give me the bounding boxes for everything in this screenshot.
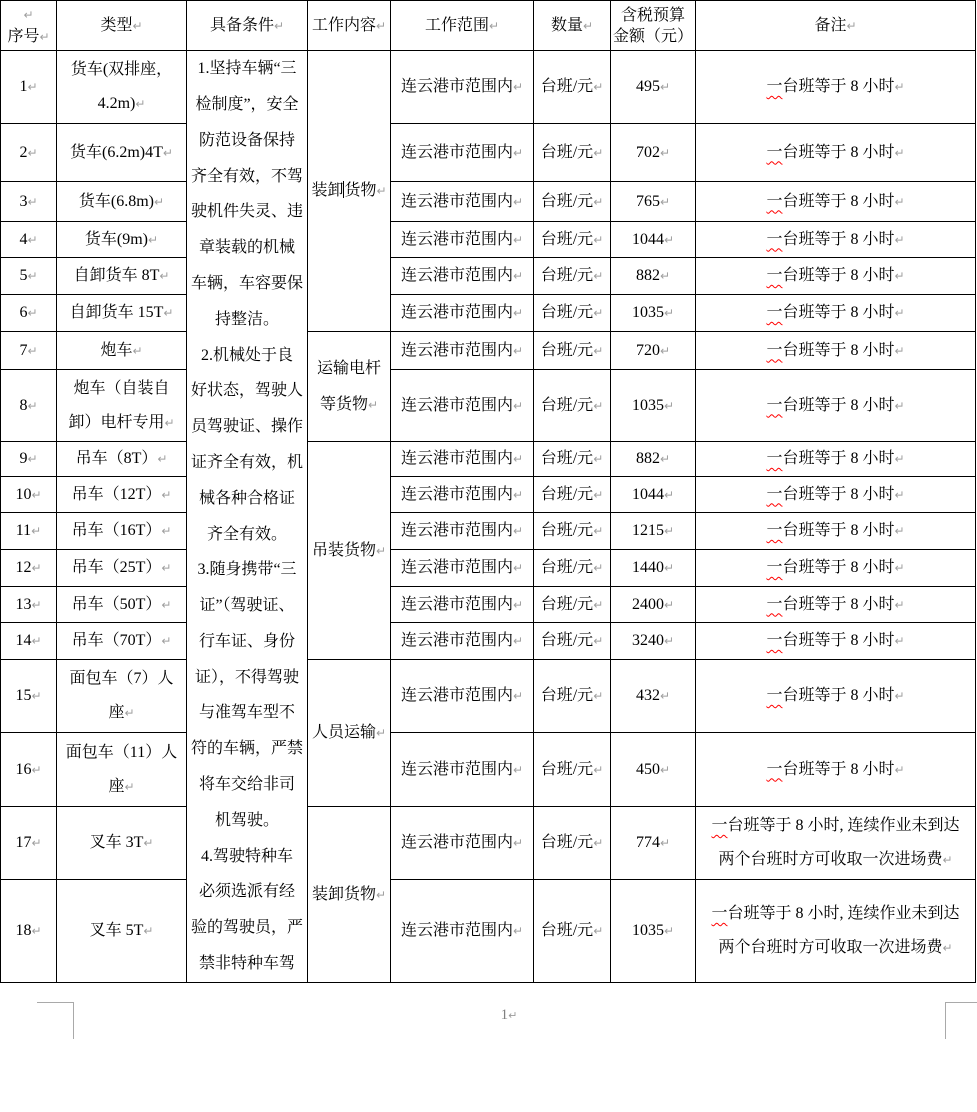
amount-cell[interactable]: 450↵ — [611, 733, 696, 807]
paragraph-mark-icon: ↵ — [593, 487, 604, 502]
paragraph-mark-icon: ↵ — [367, 397, 379, 412]
quantity-cell[interactable]: 台班/元↵ — [534, 733, 611, 807]
table-row — [1, 880, 976, 983]
paragraph-mark-icon: ↵ — [659, 269, 671, 283]
type-cell[interactable]: 吊车（8T）↵ — [57, 442, 187, 477]
paragraph-mark-icon: ↵ — [593, 194, 604, 209]
serial-cell[interactable]: 11↵ — [1, 513, 57, 550]
type-cell[interactable]: 面包车（7）人 座↵ — [57, 660, 187, 733]
paragraph-mark-icon: ↵ — [593, 232, 604, 247]
paragraph-mark-icon: ↵ — [659, 762, 671, 777]
serial-cell[interactable]: 3↵ — [1, 182, 57, 222]
paragraph-mark-icon: ↵ — [593, 634, 604, 648]
paragraph-mark-icon: ↵ — [593, 597, 604, 612]
amount-cell[interactable]: 882↵ — [611, 258, 696, 295]
amount-cell[interactable]: 495↵ — [611, 51, 696, 124]
scope-cell[interactable]: 连云港市范围内↵ — [391, 332, 534, 370]
paragraph-mark-icon: ↵ — [148, 232, 159, 247]
scope-cell[interactable]: 连云港市范围内↵ — [391, 880, 534, 983]
quantity-cell[interactable]: 台班/元↵ — [534, 295, 611, 332]
misspelled-text: 一 — [711, 817, 728, 834]
paragraph-mark-icon: ↵ — [894, 524, 905, 538]
paragraph-mark-icon: ↵ — [593, 145, 604, 160]
serial-cell[interactable]: 15↵ — [1, 660, 57, 733]
remark-cell[interactable]: 一台班等于 8 小时, 连续作业未到达 两个台班时方可收取一次进场费↵ — [696, 880, 976, 983]
misspelled-text: 一 — [766, 304, 783, 321]
scope-cell[interactable]: 连云港市范围内↵ — [391, 550, 534, 587]
page-footer — [73, 1004, 945, 1027]
amount-cell[interactable]: 3240↵ — [611, 623, 696, 660]
paragraph-mark-icon: ↵ — [942, 941, 953, 955]
type-cell[interactable]: 炮车（自装自 卸）电杆专用↵ — [57, 370, 187, 442]
type-cell[interactable]: 自卸货车 15T↵ — [57, 295, 187, 332]
scope-cell[interactable]: 连云港市范围内↵ — [391, 477, 534, 513]
paragraph-mark-icon: ↵ — [161, 487, 172, 502]
paragraph-mark-icon: ↵ — [582, 18, 594, 33]
paragraph-mark-icon: ↵ — [161, 634, 172, 648]
scope-cell[interactable]: 连云港市范围内↵ — [391, 258, 534, 295]
table-row — [1, 587, 976, 623]
quantity-cell[interactable]: 台班/元↵ — [534, 332, 611, 370]
table-head — [1, 1, 976, 51]
paragraph-mark-icon: ↵ — [663, 306, 675, 320]
paragraph-mark-icon: ↵ — [894, 232, 905, 247]
paragraph-mark-icon: ↵ — [512, 634, 524, 648]
quantity-cell[interactable]: 台班/元↵ — [534, 51, 611, 124]
paragraph-mark-icon: ↵ — [512, 194, 524, 209]
paragraph-mark-icon: ↵ — [39, 29, 50, 44]
scope-cell[interactable]: 连云港市范围内↵ — [391, 587, 534, 623]
remark-cell[interactable]: 一台班等于 8 小时↵ — [696, 295, 976, 332]
remark-cell[interactable]: 一台班等于 8 小时↵ — [696, 550, 976, 587]
scope-cell[interactable]: 连云港市范围内↵ — [391, 623, 534, 660]
table-row — [1, 733, 976, 807]
paragraph-mark-icon: ↵ — [593, 836, 604, 850]
paragraph-mark-icon: ↵ — [593, 762, 604, 777]
scope-cell[interactable]: 连云港市范围内↵ — [391, 370, 534, 442]
paragraph-mark-icon: ↵ — [593, 452, 604, 466]
amount-cell[interactable]: 882↵ — [611, 442, 696, 477]
paragraph-mark-icon: ↵ — [273, 18, 285, 33]
table-row — [1, 124, 976, 182]
remark-cell[interactable]: 一台班等于 8 小时↵ — [696, 258, 976, 295]
remark-cell[interactable]: 一台班等于 8 小时↵ — [696, 182, 976, 222]
serial-cell[interactable]: 8↵ — [1, 370, 57, 442]
paragraph-mark-icon: ↵ — [659, 343, 671, 358]
header-cell-remark[interactable]: 备注↵ — [696, 1, 976, 51]
paragraph-mark-icon: ↵ — [512, 306, 524, 320]
paragraph-mark-icon: ↵ — [663, 561, 675, 575]
scope-cell[interactable]: 连云港市范围内↵ — [391, 295, 534, 332]
paragraph-mark-icon: ↵ — [593, 398, 604, 413]
quantity-cell[interactable]: 台班/元↵ — [534, 222, 611, 258]
paragraph-mark-icon: ↵ — [161, 561, 172, 575]
type-cell[interactable]: 吊车（70T）↵ — [57, 623, 187, 660]
serial-cell[interactable]: 5↵ — [1, 258, 57, 295]
header-cell-work-content[interactable]: 工作内容↵ — [308, 1, 391, 51]
paragraph-mark-icon: ↵ — [23, 7, 34, 22]
table-row — [1, 550, 976, 587]
paragraph-mark-icon: ↵ — [593, 924, 604, 938]
scope-cell[interactable]: 连云港市范围内↵ — [391, 660, 534, 733]
paragraph-mark-icon: ↵ — [27, 145, 38, 160]
type-cell[interactable]: 货车(6.8m)↵ — [57, 182, 187, 222]
remark-cell[interactable]: 一台班等于 8 小时↵ — [696, 222, 976, 258]
paragraph-mark-icon: ↵ — [27, 306, 38, 320]
scope-cell[interactable]: 连云港市范围内↵ — [391, 182, 534, 222]
quantity-cell[interactable]: 台班/元↵ — [534, 587, 611, 623]
misspelled-text: 一 — [766, 687, 783, 704]
remark-cell[interactable]: 一台班等于 8 小时↵ — [696, 660, 976, 733]
paragraph-mark-icon: ↵ — [27, 269, 38, 283]
paragraph-mark-icon: ↵ — [659, 145, 671, 160]
misspelled-text: 一 — [766, 632, 783, 649]
paragraph-mark-icon: ↵ — [659, 194, 671, 209]
paragraph-mark-icon: ↵ — [663, 597, 675, 612]
amount-cell[interactable]: 702↵ — [611, 124, 696, 182]
quantity-cell[interactable]: 台班/元↵ — [534, 124, 611, 182]
misspelled-text: 一 — [766, 267, 783, 284]
quantity-cell[interactable]: 台班/元↵ — [534, 370, 611, 442]
paragraph-mark-icon: ↵ — [593, 269, 604, 283]
paragraph-mark-icon: ↵ — [512, 80, 524, 94]
paragraph-mark-icon: ↵ — [161, 524, 172, 538]
misspelled-text: 一 — [766, 760, 783, 778]
table-row — [1, 623, 976, 660]
paragraph-mark-icon: ↵ — [27, 80, 38, 94]
conditions-cell[interactable]: 1.坚持车辆“三 检制度”，安全 防范设备保持 齐全有效，不驾 驶机件失灵、违 章装载的机械 车辆，车容要保 持整洁。 2.机械处于良 好状态，驾驶人 员驾驶证、操作 证齐全有效，机 械各种合格证 齐全有效。 3.随身携带“三 证”（驾驶证、 行车证、身份 证），不得驾驶 与准驾车型不 符的车辆，严禁 将车交给非司 机驾驶。 4.驾驶特种车 必须选派有经 验的驾驶员，严 禁非特种车驾 — [187, 51, 308, 983]
remark-cell[interactable]: 一台班等于 8 小时↵ — [696, 332, 976, 370]
work-content-cell[interactable]: 运输电杆 等货物↵ — [308, 332, 391, 442]
paragraph-mark-icon: ↵ — [375, 543, 387, 558]
serial-cell[interactable]: 7↵ — [1, 332, 57, 370]
paragraph-mark-icon: ↵ — [512, 452, 524, 466]
paragraph-mark-icon: ↵ — [663, 487, 675, 502]
paragraph-mark-icon: ↵ — [135, 97, 146, 111]
misspelled-text: 一 — [766, 143, 783, 161]
paragraph-mark-icon: ↵ — [659, 689, 671, 703]
page-number: 1↵ — [500, 1007, 518, 1023]
type-cell[interactable]: 吊车（50T）↵ — [57, 587, 187, 623]
paragraph-mark-icon: ↵ — [31, 524, 42, 538]
quantity-cell[interactable]: 台班/元↵ — [534, 477, 611, 513]
scope-cell[interactable]: 连云港市范围内↵ — [391, 807, 534, 880]
paragraph-mark-icon: ↵ — [663, 398, 675, 413]
paragraph-mark-icon: ↵ — [593, 306, 604, 320]
paragraph-mark-icon: ↵ — [159, 269, 170, 283]
amount-cell[interactable]: 774↵ — [611, 807, 696, 880]
paragraph-mark-icon: ↵ — [894, 561, 905, 575]
paragraph-mark-icon: ↵ — [154, 194, 165, 209]
scope-cell[interactable]: 连云港市范围内↵ — [391, 513, 534, 550]
remark-cell[interactable]: 一台班等于 8 小时, 连续作业未到达 两个台班时方可收取一次进场费↵ — [696, 807, 976, 880]
quantity-cell[interactable]: 台班/元↵ — [534, 513, 611, 550]
header-cell-amount[interactable]: 含税预算 金额（元） — [611, 1, 696, 51]
paragraph-mark-icon: ↵ — [124, 779, 135, 794]
paragraph-mark-icon: ↵ — [512, 524, 524, 538]
type-cell[interactable]: 吊车（16T）↵ — [57, 513, 187, 550]
paragraph-mark-icon: ↵ — [27, 343, 38, 358]
remark-cell[interactable]: 一台班等于 8 小时↵ — [696, 587, 976, 623]
paragraph-mark-icon: ↵ — [512, 343, 524, 358]
quantity-cell[interactable]: 台班/元↵ — [534, 880, 611, 983]
type-cell[interactable]: 自卸货车 8T↵ — [57, 258, 187, 295]
paragraph-mark-icon: ↵ — [593, 689, 604, 703]
paragraph-mark-icon: ↵ — [659, 836, 671, 850]
type-cell[interactable]: 货车(双排座， 4.2m)↵ — [57, 51, 187, 124]
paragraph-mark-icon: ↵ — [512, 836, 524, 850]
misspelled-text: 一 — [766, 485, 783, 503]
misspelled-text: 一 — [766, 595, 783, 613]
table-body — [1, 51, 976, 983]
paragraph-mark-icon: ↵ — [894, 145, 905, 160]
misspelled-text: 一 — [766, 396, 783, 414]
paragraph-mark-icon: ↵ — [894, 398, 905, 413]
remark-cell[interactable]: 一台班等于 8 小时↵ — [696, 623, 976, 660]
amount-cell[interactable]: 1035↵ — [611, 880, 696, 983]
remark-cell[interactable]: 一台班等于 8 小时↵ — [696, 477, 976, 513]
paragraph-mark-icon: ↵ — [512, 145, 524, 160]
amount-cell[interactable]: 1440↵ — [611, 550, 696, 587]
quantity-cell[interactable]: 台班/元↵ — [534, 660, 611, 733]
paragraph-mark-icon: ↵ — [31, 689, 42, 703]
misspelled-text: 一 — [766, 341, 783, 359]
paragraph-mark-icon: ↵ — [376, 184, 387, 198]
paragraph-mark-icon: ↵ — [132, 18, 143, 33]
paragraph-mark-icon: ↵ — [27, 232, 38, 247]
header-cell-type[interactable]: 类型↵ — [57, 1, 187, 51]
misspelled-text: 一 — [766, 78, 783, 95]
header-cell-quantity[interactable]: 数量↵ — [534, 1, 611, 51]
paragraph-mark-icon: ↵ — [894, 597, 905, 612]
paragraph-mark-icon: ↵ — [894, 487, 905, 502]
paragraph-mark-icon: ↵ — [375, 887, 387, 902]
amount-cell[interactable]: 1044↵ — [611, 477, 696, 513]
scope-cell[interactable]: 连云港市范围内↵ — [391, 124, 534, 182]
serial-cell[interactable]: 4↵ — [1, 222, 57, 258]
paragraph-mark-icon: ↵ — [512, 487, 524, 502]
paragraph-mark-icon: ↵ — [132, 343, 143, 358]
header-cell-conditions[interactable]: 具备条件↵ — [187, 1, 308, 51]
table-row — [1, 295, 976, 332]
paragraph-mark-icon: ↵ — [31, 561, 42, 575]
work-content-cell[interactable]: 人员运输↵ — [308, 660, 391, 807]
serial-cell[interactable]: 10↵ — [1, 477, 57, 513]
paragraph-mark-icon: ↵ — [375, 726, 387, 740]
scope-cell[interactable]: 连云港市范围内↵ — [391, 51, 534, 124]
paragraph-mark-icon: ↵ — [512, 398, 524, 413]
paragraph-mark-icon: ↵ — [659, 80, 671, 94]
table-row — [1, 182, 976, 222]
paragraph-mark-icon: ↵ — [31, 836, 42, 850]
quantity-cell[interactable]: 台班/元↵ — [534, 623, 611, 660]
quantity-cell[interactable]: 台班/元↵ — [534, 550, 611, 587]
table-row — [1, 513, 976, 550]
amount-cell[interactable]: 1215↵ — [611, 513, 696, 550]
type-cell[interactable]: 货车(9m)↵ — [57, 222, 187, 258]
paragraph-mark-icon: ↵ — [31, 487, 42, 502]
paragraph-mark-icon: ↵ — [593, 343, 604, 358]
table-row — [1, 477, 976, 513]
paragraph-mark-icon: ↵ — [593, 80, 604, 94]
paragraph-mark-icon: ↵ — [512, 762, 524, 777]
scope-cell[interactable]: 连云港市范围内↵ — [391, 222, 534, 258]
work-content-cell[interactable]: 装卸货物↵ — [308, 51, 391, 332]
table-row — [1, 332, 976, 370]
paragraph-mark-icon: ↵ — [143, 836, 154, 850]
paragraph-mark-icon: ↵ — [143, 924, 154, 938]
serial-cell[interactable]: 1↵ — [1, 51, 57, 124]
misspelled-text: 一 — [766, 522, 783, 539]
serial-cell[interactable]: 14↵ — [1, 623, 57, 660]
paragraph-mark-icon: ↵ — [508, 1009, 518, 1022]
paragraph-mark-icon: ↵ — [663, 924, 675, 938]
serial-cell[interactable]: 13↵ — [1, 587, 57, 623]
paragraph-mark-icon: ↵ — [512, 924, 524, 938]
serial-cell[interactable]: 12↵ — [1, 550, 57, 587]
header-cell-serial[interactable]: ↵ 序号↵ — [1, 1, 57, 51]
table-row — [1, 258, 976, 295]
margin-corner-mark-left — [37, 1002, 74, 1039]
paragraph-mark-icon: ↵ — [124, 706, 135, 720]
misspelled-text: 一 — [766, 192, 783, 210]
margin-corner-mark-right — [945, 1002, 977, 1039]
paragraph-mark-icon: ↵ — [894, 762, 905, 777]
paragraph-mark-icon: ↵ — [846, 18, 857, 33]
quantity-cell[interactable]: 台班/元↵ — [534, 807, 611, 880]
paragraph-mark-icon: ↵ — [157, 452, 168, 466]
paragraph-mark-icon: ↵ — [512, 561, 524, 575]
paragraph-mark-icon: ↵ — [894, 194, 905, 209]
paragraph-mark-icon: ↵ — [894, 452, 905, 466]
paragraph-mark-icon: ↵ — [375, 18, 387, 33]
paragraph-mark-icon: ↵ — [894, 306, 905, 320]
amount-cell[interactable]: 1044↵ — [611, 222, 696, 258]
type-cell[interactable]: 炮车↵ — [57, 332, 187, 370]
paragraph-mark-icon: ↵ — [659, 452, 671, 466]
remark-cell[interactable]: 一台班等于 8 小时↵ — [696, 51, 976, 124]
amount-cell[interactable]: 2400↵ — [611, 587, 696, 623]
remark-cell[interactable]: 一台班等于 8 小时↵ — [696, 370, 976, 442]
type-cell[interactable]: 叉车 3T↵ — [57, 807, 187, 880]
paragraph-mark-icon: ↵ — [31, 762, 42, 777]
text-cursor-caret — [343, 181, 344, 198]
paragraph-mark-icon: ↵ — [663, 232, 675, 247]
type-cell[interactable]: 叉车 5T↵ — [57, 880, 187, 983]
amount-cell[interactable]: 1035↵ — [611, 295, 696, 332]
header-cell-scope[interactable]: 工作范围↵ — [391, 1, 534, 51]
paragraph-mark-icon: ↵ — [512, 689, 524, 703]
amount-cell[interactable]: 1035↵ — [611, 370, 696, 442]
table-row — [1, 222, 976, 258]
serial-cell[interactable]: 9↵ — [1, 442, 57, 477]
amount-cell[interactable]: 720↵ — [611, 332, 696, 370]
paragraph-mark-icon: ↵ — [663, 634, 675, 648]
work-content-cell[interactable]: 装卸货物↵ — [308, 807, 391, 983]
paragraph-mark-icon: ↵ — [512, 232, 524, 247]
scope-cell[interactable]: 连云港市范围内↵ — [391, 733, 534, 807]
paragraph-mark-icon: ↵ — [27, 452, 38, 466]
serial-cell[interactable]: 6↵ — [1, 295, 57, 332]
paragraph-mark-icon: ↵ — [894, 343, 905, 358]
paragraph-mark-icon: ↵ — [164, 415, 175, 430]
paragraph-mark-icon: ↵ — [162, 145, 173, 160]
amount-cell[interactable]: 765↵ — [611, 182, 696, 222]
paragraph-mark-icon: ↵ — [512, 269, 524, 283]
paragraph-mark-icon: ↵ — [894, 689, 905, 703]
quantity-cell[interactable]: 台班/元↵ — [534, 442, 611, 477]
scope-cell[interactable]: 连云港市范围内↵ — [391, 442, 534, 477]
paragraph-mark-icon: ↵ — [894, 269, 905, 283]
paragraph-mark-icon: ↵ — [894, 80, 905, 94]
header-row — [1, 1, 976, 51]
remark-cell[interactable]: 一台班等于 8 小时↵ — [696, 124, 976, 182]
type-cell[interactable]: 吊车（25T）↵ — [57, 550, 187, 587]
misspelled-text: 一 — [766, 559, 783, 576]
table-row — [1, 807, 976, 880]
table-row — [1, 51, 976, 124]
paragraph-mark-icon: ↵ — [27, 398, 38, 413]
serial-cell[interactable]: 17↵ — [1, 807, 57, 880]
paragraph-mark-icon: ↵ — [27, 194, 38, 209]
paragraph-mark-icon: ↵ — [663, 524, 675, 538]
table-row — [1, 370, 976, 442]
paragraph-mark-icon: ↵ — [31, 597, 42, 612]
remark-cell[interactable]: 一台班等于 8 小时↵ — [696, 442, 976, 477]
amount-cell[interactable]: 432↵ — [611, 660, 696, 733]
paragraph-mark-icon: ↵ — [163, 306, 174, 320]
type-cell[interactable]: 吊车（12T）↵ — [57, 477, 187, 513]
table-row — [1, 442, 976, 477]
remark-cell[interactable]: 一台班等于 8 小时↵ — [696, 733, 976, 807]
paragraph-mark-icon: ↵ — [31, 924, 42, 938]
paragraph-mark-icon: ↵ — [593, 561, 604, 575]
paragraph-mark-icon: ↵ — [31, 634, 42, 648]
quantity-cell[interactable]: 台班/元↵ — [534, 182, 611, 222]
paragraph-mark-icon: ↵ — [894, 634, 905, 648]
work-content-cell[interactable]: 吊装货物↵ — [308, 442, 391, 660]
serial-cell[interactable]: 2↵ — [1, 124, 57, 182]
quantity-cell[interactable]: 台班/元↵ — [534, 258, 611, 295]
misspelled-text: 一 — [766, 450, 783, 467]
paragraph-mark-icon: ↵ — [593, 524, 604, 538]
paragraph-mark-icon: ↵ — [488, 18, 500, 33]
remark-cell[interactable]: 一台班等于 8 小时↵ — [696, 513, 976, 550]
misspelled-text: 一 — [766, 230, 783, 248]
serial-cell[interactable]: 16↵ — [1, 733, 57, 807]
table-row — [1, 660, 976, 733]
misspelled-text: 一 — [711, 905, 728, 922]
serial-cell[interactable]: 18↵ — [1, 880, 57, 983]
paragraph-mark-icon: ↵ — [161, 597, 172, 612]
type-cell[interactable]: 货车(6.2m)4T↵ — [57, 124, 187, 182]
paragraph-mark-icon: ↵ — [942, 853, 953, 867]
type-cell[interactable]: 面包车（11）人 座↵ — [57, 733, 187, 807]
paragraph-mark-icon: ↵ — [512, 597, 524, 612]
